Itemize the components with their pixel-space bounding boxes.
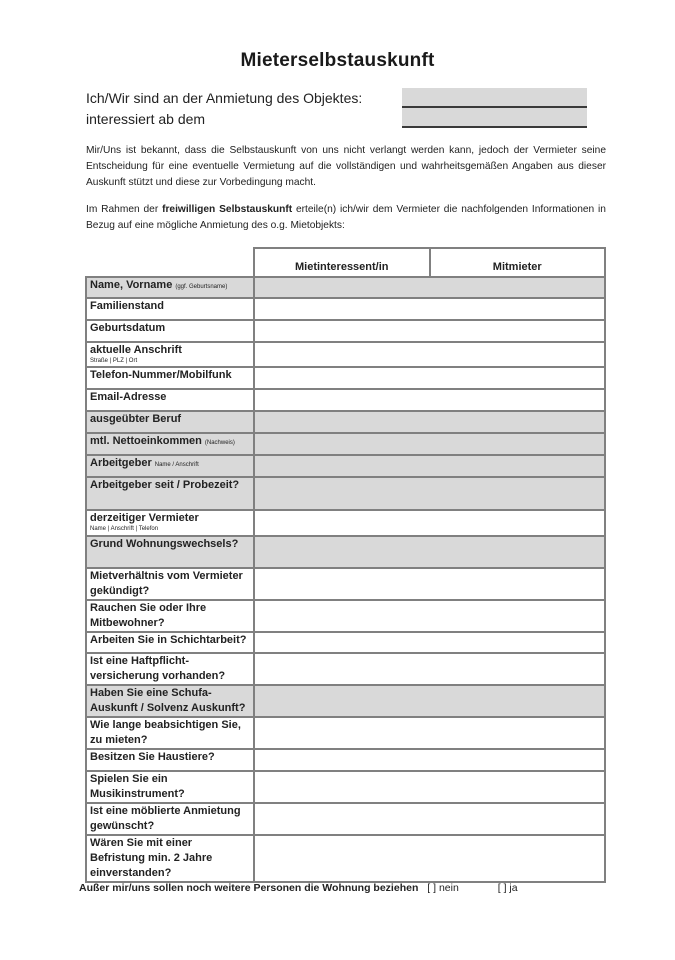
row-label-cell (86, 771, 254, 803)
table-row (86, 298, 605, 320)
input-cell-cotenant[interactable] (430, 411, 606, 433)
row-label-cell (86, 477, 254, 510)
row-label: Arbeitgeber seit / Probezeit? (90, 479, 240, 491)
row-label: Geburtsdatum (90, 322, 166, 334)
input-cell-cotenant[interactable] (430, 455, 606, 477)
row-label: derzeitiger Vermieter (90, 512, 199, 524)
row-label: Wären Sie mit einer Befristung min. 2 Jahre einverstanden? (90, 837, 213, 879)
table-row (86, 749, 605, 771)
row-label-cell (86, 632, 254, 653)
row-label-note: (ggf. Geburtsname) (175, 284, 228, 290)
table-row (86, 632, 605, 653)
input-cell-applicant[interactable] (254, 433, 430, 455)
row-label-cell (86, 277, 254, 298)
input-cell-cotenant[interactable] (430, 717, 606, 749)
table-row (86, 277, 605, 298)
input-cell-applicant[interactable] (254, 653, 430, 685)
row-label-note: Straße | PLZ | Ort (90, 358, 138, 364)
row-label-cell (86, 600, 254, 632)
input-cell-applicant[interactable] (254, 320, 430, 342)
column-header-applicant: Mietinteressent/in (254, 248, 430, 277)
row-label: Telefon-Nummer/Mobilfunk (90, 369, 232, 381)
row-label-cell (86, 298, 254, 320)
table-row (86, 653, 605, 685)
row-label-cell (86, 749, 254, 771)
disclaimer-paragraph: Mir/Uns ist bekannt, dass die Selbstauskunft von uns nicht verlangt werden kann, jedoch der Vermieter seine Entscheidung für eine eventuelle Vermietung auf die vollständigen und wahrheitsgemäßen Angaben aus dieser Auskunft stützt und diese zur Vorbedingung macht. (86, 145, 606, 188)
row-label-cell (86, 717, 254, 749)
table-row (86, 536, 605, 568)
table-row (86, 320, 605, 342)
row-label: ausgeübter Beruf (90, 413, 182, 425)
object-input-field[interactable] (402, 88, 587, 108)
input-cell-applicant[interactable] (254, 717, 430, 749)
row-label: Arbeitgeber (90, 457, 152, 469)
input-cell-cotenant[interactable] (430, 477, 606, 510)
row-label-cell (86, 411, 254, 433)
row-label-cell (86, 653, 254, 685)
input-cell-applicant[interactable] (254, 632, 430, 653)
intro-line-object: Ich/Wir sind an der Anmietung des Objektes: (86, 90, 363, 106)
option-nein-checkbox[interactable]: [ ] nein (427, 882, 459, 894)
input-cell-cotenant[interactable] (430, 433, 606, 455)
input-cell-applicant[interactable] (254, 749, 430, 771)
input-cell-applicant[interactable] (254, 389, 430, 411)
input-cell-applicant[interactable] (254, 510, 430, 536)
input-cell-cotenant[interactable] (430, 342, 606, 367)
input-cell-cotenant[interactable] (430, 298, 606, 320)
input-cell-cotenant[interactable] (430, 600, 606, 632)
input-cell-applicant[interactable] (254, 835, 430, 882)
row-label: mtl. Nettoeinkommen (90, 435, 202, 447)
input-cell-cotenant[interactable] (430, 835, 606, 882)
intro-line-date: interessiert ab dem (86, 111, 206, 127)
consent-paragraph (86, 202, 606, 234)
input-cell-cotenant[interactable] (430, 367, 606, 389)
row-label-cell (86, 389, 254, 411)
row-label: Rauchen Sie oder Ihre Mitbewohner? (90, 602, 207, 629)
input-cell-cotenant[interactable] (430, 749, 606, 771)
table-row (86, 411, 605, 433)
input-cell-applicant[interactable] (254, 455, 430, 477)
input-cell-applicant[interactable] (254, 411, 430, 433)
table-row (86, 803, 605, 835)
input-cell-cotenant[interactable] (430, 389, 606, 411)
row-label-cell (86, 342, 254, 367)
consent-text-pre: Im Rahmen der (86, 204, 163, 215)
table-row (86, 367, 605, 389)
input-cell-cotenant[interactable] (430, 653, 606, 685)
row-label: Email-Adresse (90, 391, 167, 403)
row-label-cell (86, 568, 254, 600)
additional-persons-question (79, 882, 518, 894)
row-label-cell (86, 320, 254, 342)
table-row (86, 510, 605, 536)
row-label: Besitzen Sie Haustiere? (90, 751, 215, 763)
table-row (86, 600, 605, 632)
input-cell-applicant[interactable] (254, 568, 430, 600)
consent-text-bold: freiwilligen Selbstauskunft (162, 204, 293, 215)
input-cell-applicant[interactable] (254, 685, 430, 717)
input-cell-applicant[interactable] (254, 477, 430, 510)
row-label-cell (86, 433, 254, 455)
consent-text-post: erteile(n) ich/wir dem Vermieter die nachfolgenden Informationen in Bezug auf eine mögliche Anmietung des o.g. Mietobjekts: (86, 204, 606, 231)
input-cell-cotenant[interactable] (430, 536, 606, 568)
row-label-cell (86, 835, 254, 882)
row-label: Wie lange beabsichtigen Sie, zu mieten? (90, 719, 241, 746)
input-cell-cotenant[interactable] (430, 685, 606, 717)
input-cell-applicant[interactable] (254, 536, 430, 568)
input-cell-applicant[interactable] (254, 803, 430, 835)
row-label: Familienstand (90, 300, 164, 312)
start-date-input-field[interactable] (402, 108, 587, 128)
table-header-row (86, 248, 605, 277)
row-label-note: Name | Anschrift | Telefon (90, 526, 159, 532)
row-label: Haben Sie eine Schufa-Auskunft / Solvenz Auskunft? (90, 687, 246, 714)
row-label-cell (86, 367, 254, 389)
input-cell-applicant[interactable] (254, 342, 430, 367)
input-cell-applicant[interactable] (254, 600, 430, 632)
table-row (86, 477, 605, 510)
row-label-cell (86, 803, 254, 835)
option-ja-checkbox[interactable]: [ ] ja (497, 882, 518, 894)
table-row (86, 342, 605, 367)
page-title: Mieterselbstauskunft (240, 50, 435, 71)
input-cell-applicant[interactable] (254, 367, 430, 389)
table-row (86, 568, 605, 600)
table-row (86, 771, 605, 803)
tenant-info-table (85, 247, 606, 883)
row-label: Grund Wohnungswechsels? (90, 538, 239, 550)
row-label: Arbeiten Sie in Schichtarbeit? (90, 634, 247, 646)
column-header-cotenant: Mitmieter (430, 248, 606, 277)
input-cell-cotenant[interactable] (430, 568, 606, 600)
row-label: Ist eine Haftpflicht-versicherung vorhanden? (90, 655, 226, 682)
input-cell-cotenant[interactable] (430, 632, 606, 653)
table-row (86, 685, 605, 717)
input-cell-merged[interactable] (254, 277, 605, 298)
additional-persons-label: Außer mir/uns sollen noch weitere Personen die Wohnung beziehen (79, 882, 419, 894)
table-row (86, 433, 605, 455)
row-label: Name, Vorname (90, 279, 173, 291)
row-label-cell (86, 510, 254, 536)
row-label-cell (86, 685, 254, 717)
row-label: Spielen Sie ein Musikinstrument? (90, 773, 185, 800)
row-label-note: (Nachweis) (204, 440, 235, 446)
row-label-note: Name / Anschrift (154, 462, 199, 468)
table-row (86, 455, 605, 477)
input-cell-cotenant[interactable] (430, 771, 606, 803)
table-row (86, 717, 605, 749)
row-label-cell (86, 536, 254, 568)
row-label: aktuelle Anschrift (90, 344, 182, 356)
row-label-cell (86, 455, 254, 477)
input-cell-applicant[interactable] (254, 771, 430, 803)
input-cell-applicant[interactable] (254, 298, 430, 320)
row-label: Mietverhältnis vom Vermieter gekündigt? (90, 570, 243, 597)
table-row (86, 835, 605, 882)
input-cell-cotenant[interactable] (430, 320, 606, 342)
header-empty-cell (86, 248, 254, 277)
table-row (86, 389, 605, 411)
row-label: Ist eine möblierte Anmietung gewünscht? (90, 805, 241, 832)
input-cell-cotenant[interactable] (430, 510, 606, 536)
input-cell-cotenant[interactable] (430, 803, 606, 835)
